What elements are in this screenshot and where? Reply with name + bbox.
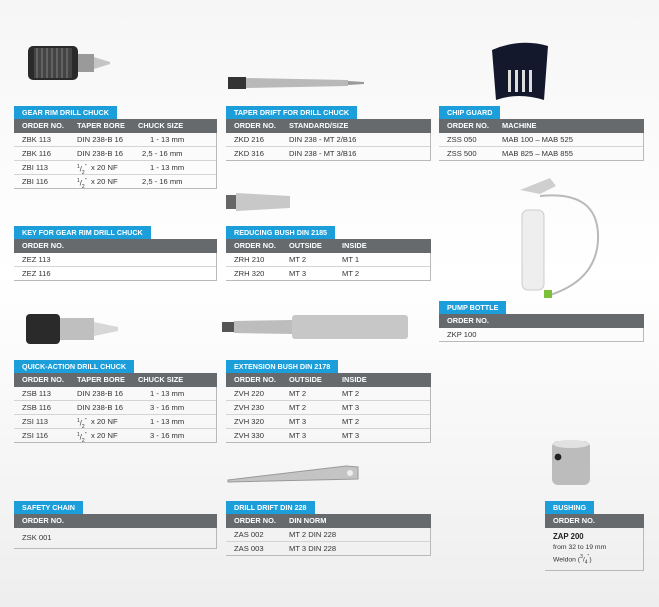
table-header	[14, 514, 217, 528]
order-no: ZSS 050	[447, 135, 477, 144]
inside: MT 2	[342, 417, 360, 426]
inside: MT 2	[342, 389, 360, 398]
col-inside: INSIDE	[342, 375, 367, 384]
order-no: ZVH 320	[234, 417, 264, 426]
table-row	[14, 253, 216, 267]
order-no: ZKD 216	[234, 135, 264, 144]
col-order-no: ORDER NO.	[234, 121, 276, 130]
table-row	[439, 147, 643, 160]
table-row	[14, 133, 216, 147]
col-order-no: ORDER NO.	[553, 516, 595, 525]
col-order-no: ORDER NO.	[234, 516, 276, 525]
col-order-no: ORDER NO.	[447, 121, 489, 130]
inch-fraction: $^1/_2^"$	[77, 164, 87, 177]
order-no: ZAS 002	[234, 530, 264, 539]
outside: MT 2	[289, 389, 307, 398]
taper-bore: DIN 238-B 16	[77, 135, 124, 144]
drill-drift-image	[226, 463, 362, 485]
bushing-order-no: ZAP 200	[553, 532, 584, 541]
table-header	[226, 239, 431, 253]
col-outside: OUTSIDE	[289, 241, 322, 250]
chuck-size: 1 - 13 mm	[150, 163, 185, 172]
col-taper-bore: TAPER BORE	[77, 375, 125, 384]
table-row	[226, 267, 430, 280]
table-row	[14, 415, 216, 429]
safety-chain-title: SAFETY CHAIN	[14, 501, 83, 514]
table-row	[439, 133, 643, 147]
chuck-size: 1 - 13 mm	[150, 417, 185, 426]
table-header	[226, 373, 431, 387]
table-row	[226, 147, 430, 160]
col-din-norm: DIN NORM	[289, 516, 327, 525]
extension-bush-title: EXTENSION BUSH DIN 2178	[226, 360, 338, 373]
outside: MT 2	[289, 255, 307, 264]
reducing-bush-image	[226, 189, 294, 215]
inside: MT 3	[342, 431, 360, 440]
order-no: ZSS 500	[447, 149, 477, 158]
gear-rim-drill-chuck-title: GEAR RIM DRILL CHUCK	[14, 106, 117, 119]
col-order-no: ORDER NO.	[234, 241, 276, 250]
col-order-no: ORDER NO.	[22, 516, 64, 525]
table-row	[226, 133, 430, 147]
drill-drift-title: DRILL DRIFT DIN 228	[226, 501, 315, 514]
bushing-size-range: from 32 to 19 mm	[553, 544, 607, 551]
table-row	[226, 528, 430, 542]
outside: MT 3	[289, 417, 307, 426]
table-row	[226, 542, 430, 555]
col-order-no: ORDER NO.	[234, 375, 276, 384]
order-no: ZSI 113	[22, 417, 49, 426]
taper-drift-title: TAPER DRIFT FOR DRILL CHUCK	[226, 106, 357, 119]
outside: MT 3	[289, 431, 307, 440]
inside: MT 2	[342, 269, 360, 278]
taper-bore: DIN 238-B 16	[77, 149, 124, 158]
extension-bush-image	[222, 312, 412, 342]
din-norm: MT 3 DIN 228	[289, 544, 337, 553]
taper-bore: x 20 NF	[91, 417, 118, 426]
din-norm: MT 2 DIN 228	[289, 530, 337, 539]
order-no: ZSK 001	[22, 533, 52, 542]
outside: MT 2	[289, 403, 307, 412]
table-row	[226, 415, 430, 429]
bushing-image	[546, 437, 596, 489]
table-header	[226, 514, 431, 528]
standard-size: DIN 238 - MT 2/B16	[289, 135, 357, 144]
quick-action-chuck-title: QUICK-ACTION DRILL CHUCK	[14, 360, 134, 373]
table-row	[14, 161, 216, 175]
order-no: ZVH 330	[234, 431, 264, 440]
chuck-size: 2,5 - 16 mm	[142, 149, 183, 158]
table-row	[14, 401, 216, 415]
machine: MAB 825 – MAB 855	[502, 149, 573, 158]
table-header	[14, 119, 217, 133]
order-no: ZVH 230	[234, 403, 264, 412]
order-no: ZSB 116	[22, 403, 51, 412]
order-no: ZEZ 116	[22, 269, 51, 278]
table-row	[14, 175, 216, 191]
table-header	[226, 119, 431, 133]
gear-rim-drill-chuck-image	[22, 38, 114, 96]
order-no: ZKP 100	[447, 330, 477, 339]
col-order-no: ORDER NO.	[22, 375, 64, 384]
table-header	[439, 119, 644, 133]
col-taper-bore: TAPER BORE	[77, 121, 125, 130]
reducing-bush-title: REDUCING BUSH DIN 2185	[226, 226, 335, 239]
table-row	[14, 528, 216, 548]
chuck-size: 1 - 13 mm	[150, 135, 185, 144]
order-no: ZKD 316	[234, 149, 264, 158]
col-order-no: ORDER NO.	[447, 316, 489, 325]
table-header	[14, 373, 217, 387]
order-no: ZEZ 113	[22, 255, 51, 264]
col-order-no: ORDER NO.	[22, 121, 64, 130]
pump-bottle-title: PUMP BOTTLE	[439, 301, 506, 314]
table-header	[14, 239, 217, 253]
order-no: ZSB 113	[22, 389, 51, 398]
inch-fraction: $^1/_2^"$	[77, 418, 87, 431]
key-for-chuck-title: KEY FOR GEAR RIM DRILL CHUCK	[14, 226, 151, 239]
order-no: ZAS 003	[234, 544, 264, 553]
chuck-size: 3 - 16 mm	[150, 403, 185, 412]
order-no: ZBK 116	[22, 149, 51, 158]
outside: MT 3	[289, 269, 307, 278]
col-machine: MACHINE	[502, 121, 537, 130]
taper-bore: x 20 NF	[91, 163, 118, 172]
inside: MT 1	[342, 255, 360, 264]
taper-bore: x 20 NF	[91, 431, 118, 440]
standard-size: DIN 238 - MT 3/B16	[289, 149, 357, 158]
order-no: ZSI 116	[22, 431, 49, 440]
chuck-size: 1 - 13 mm	[150, 389, 185, 398]
table-row	[14, 429, 216, 445]
machine: MAB 100 – MAB 525	[502, 135, 573, 144]
chuck-size: 2,5 - 16 mm	[142, 177, 183, 186]
table-row	[226, 387, 430, 401]
taper-bore: x 20 NF	[91, 177, 118, 186]
table-header	[545, 514, 644, 528]
inch-fraction: $^1/_2^"$	[77, 178, 87, 191]
col-outside: OUTSIDE	[289, 375, 322, 384]
bushing-weldon: Weldon $(^3/_4^")$	[553, 554, 592, 566]
order-no: ZVH 220	[234, 389, 264, 398]
table-header	[439, 314, 644, 328]
col-inside: INSIDE	[342, 241, 367, 250]
col-chuck-size: CHUCK SIZE	[138, 121, 184, 130]
table-row	[226, 429, 430, 442]
inch-fraction: $^1/_2^"$	[77, 432, 87, 445]
order-no: ZRH 320	[234, 269, 265, 278]
chip-guard-image	[484, 40, 556, 106]
order-no: ZBI 116	[22, 177, 49, 186]
taper-bore: DIN 238-B 16	[77, 389, 124, 398]
col-standard-size: STANDARD/SIZE	[289, 121, 349, 130]
taper-bore: DIN 238-B 16	[77, 403, 124, 412]
table-row	[439, 328, 643, 341]
chuck-size: 3 - 16 mm	[150, 431, 185, 440]
table-row	[226, 253, 430, 267]
key-for-chuck-image	[22, 304, 122, 354]
pump-bottle-image	[510, 170, 612, 304]
taper-drift-image	[228, 72, 368, 94]
inside: MT 3	[342, 403, 360, 412]
order-no: ZRH 210	[234, 255, 265, 264]
table-row	[14, 147, 216, 161]
table-row	[14, 387, 216, 401]
chip-guard-title: CHIP GUARD	[439, 106, 500, 119]
col-chuck-size: CHUCK SIZE	[138, 375, 184, 384]
table-row	[226, 401, 430, 415]
order-no: ZBI 113	[22, 163, 49, 172]
order-no: ZBK 113	[22, 135, 51, 144]
bushing-title: BUSHING	[545, 501, 594, 514]
col-order-no: ORDER NO.	[22, 241, 64, 250]
table-row	[14, 267, 216, 280]
